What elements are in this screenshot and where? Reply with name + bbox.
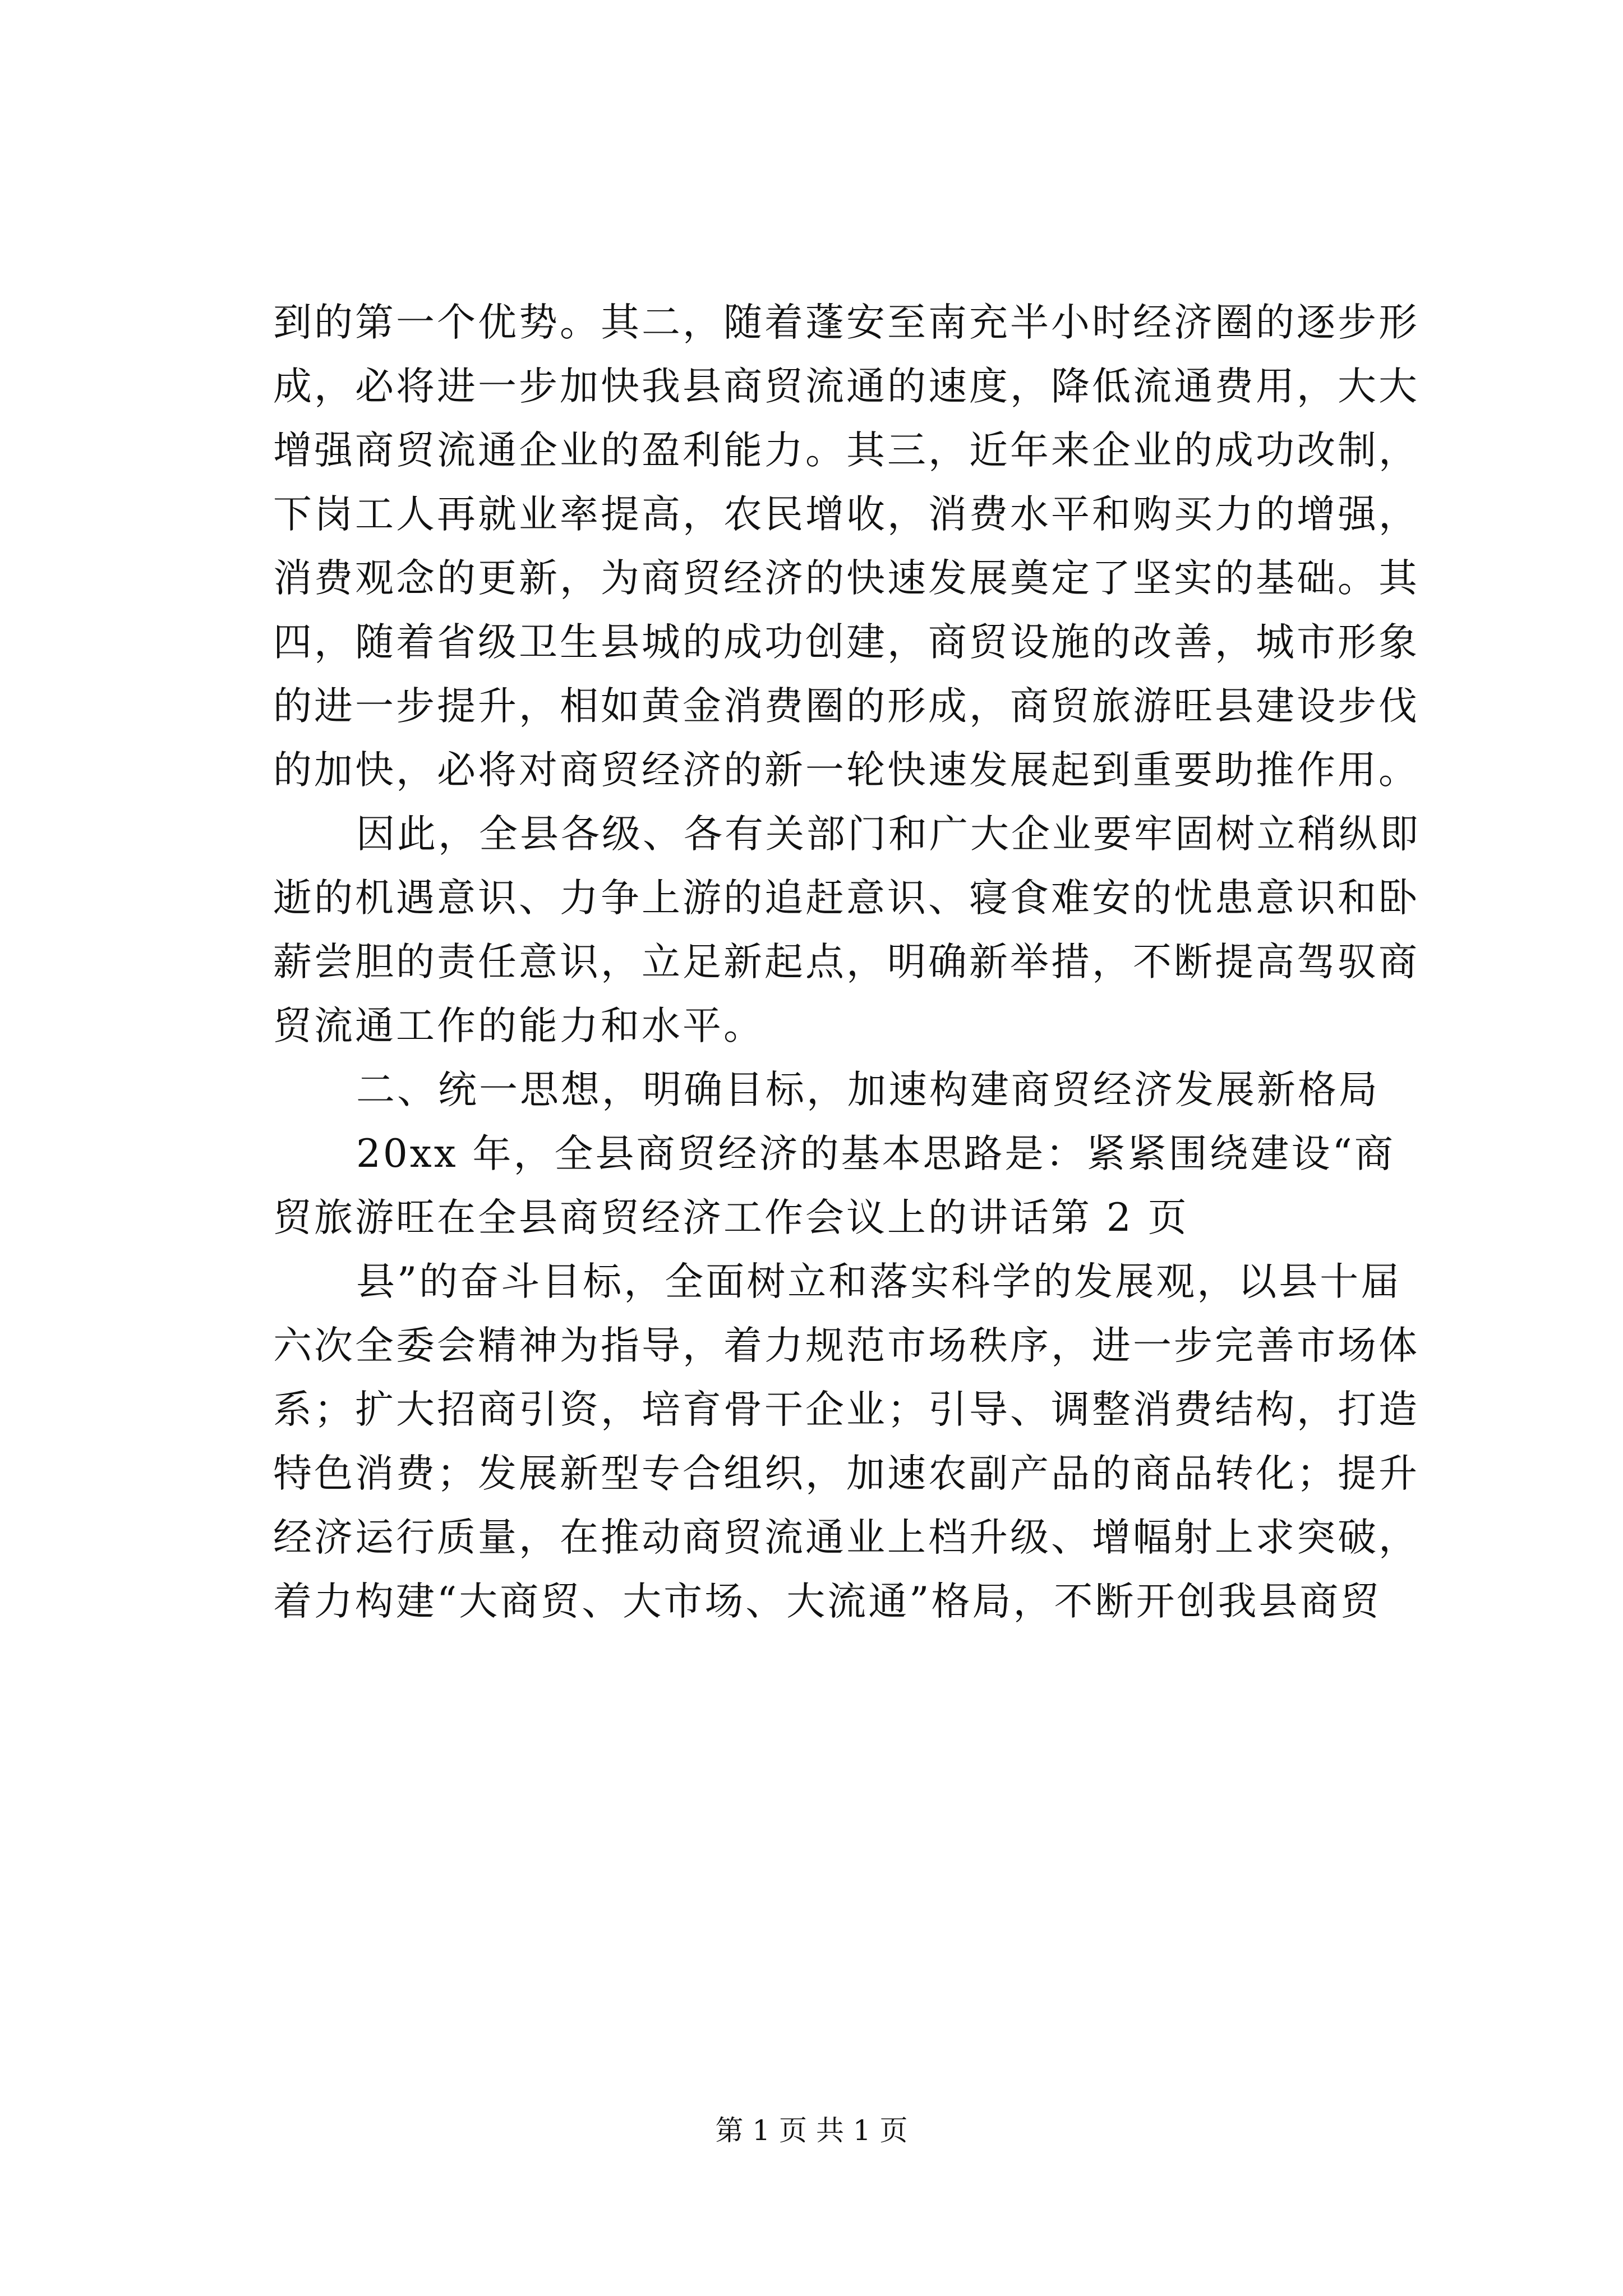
paragraph-first-line: 县”的奋斗目标，全面树立和落实科学的发展观，以县十届 [356, 1259, 1402, 1304]
text-line: 贸旅游旺在全县商贸经济工作会议上的讲话第 2 页 [273, 1195, 1189, 1240]
text-line: 系；扩大招商引资，培育骨干企业；引导、调整消费结构，打造 [273, 1387, 1419, 1432]
paragraph-first-line: 因此，全县各级、各有关部门和广大企业要牢固树立稍纵即 [356, 812, 1421, 857]
text-line: 成，必将进一步加快我县商贸流通的速度，降低流通费用，大大 [273, 364, 1419, 409]
body-text [273, 291, 1421, 1634]
text-line: 下岗工人再就业率提高，农民增收，消费水平和购买力的增强， [273, 492, 1419, 537]
text-line: 四，随着省级卫生县城的成功创建，商贸设施的改善，城市形象 [273, 620, 1419, 665]
section-heading: 二、统一思想，明确目标，加速构建商贸经济发展新格局 [356, 1068, 1380, 1112]
text-line: 着力构建“大商贸、大市场、大流通”格局，不断开创我县商贸 [273, 1579, 1382, 1624]
text-line: 的加快，必将对商贸经济的新一轮快速发展起到重要助推作用。 [273, 748, 1419, 793]
text-line: 贸流通工作的能力和水平。 [273, 1004, 764, 1048]
paragraph-first-line: 20xx 年，全县商贸经济的基本思路是：紧紧围绕建设“商 [356, 1131, 1395, 1176]
text-line: 消费观念的更新，为商贸经济的快速发展奠定了坚实的基础。其 [273, 556, 1419, 601]
text-line: 特色消费；发展新型专合组织，加速农副产品的商品转化；提升 [273, 1451, 1419, 1496]
text-line: 逝的机遇意识、力争上游的追赶意识、寝食难安的忧患意识和卧 [273, 876, 1419, 921]
text-line: 薪尝胆的责任意识，立足新起点，明确新举措，不断提高驾驭商 [273, 940, 1419, 984]
text-line: 到的第一个优势。其二，随着蓬安至南充半小时经济圈的逐步形 [273, 300, 1419, 345]
text-line: 的进一步提升，相如黄金消费圈的形成，商贸旅游旺县建设步伐 [273, 684, 1419, 729]
text-line: 经济运行质量，在推动商贸流通业上档升级、增幅射上求突破， [273, 1515, 1419, 1560]
page-footer: 第 1 页 共 1 页 [715, 2114, 908, 2147]
text-line: 六次全委会精神为指导，着力规范市场秩序，进一步完善市场体 [273, 1323, 1419, 1368]
text-line: 增强商贸流通企业的盈利能力。其三，近年来企业的成功改制， [273, 428, 1419, 473]
